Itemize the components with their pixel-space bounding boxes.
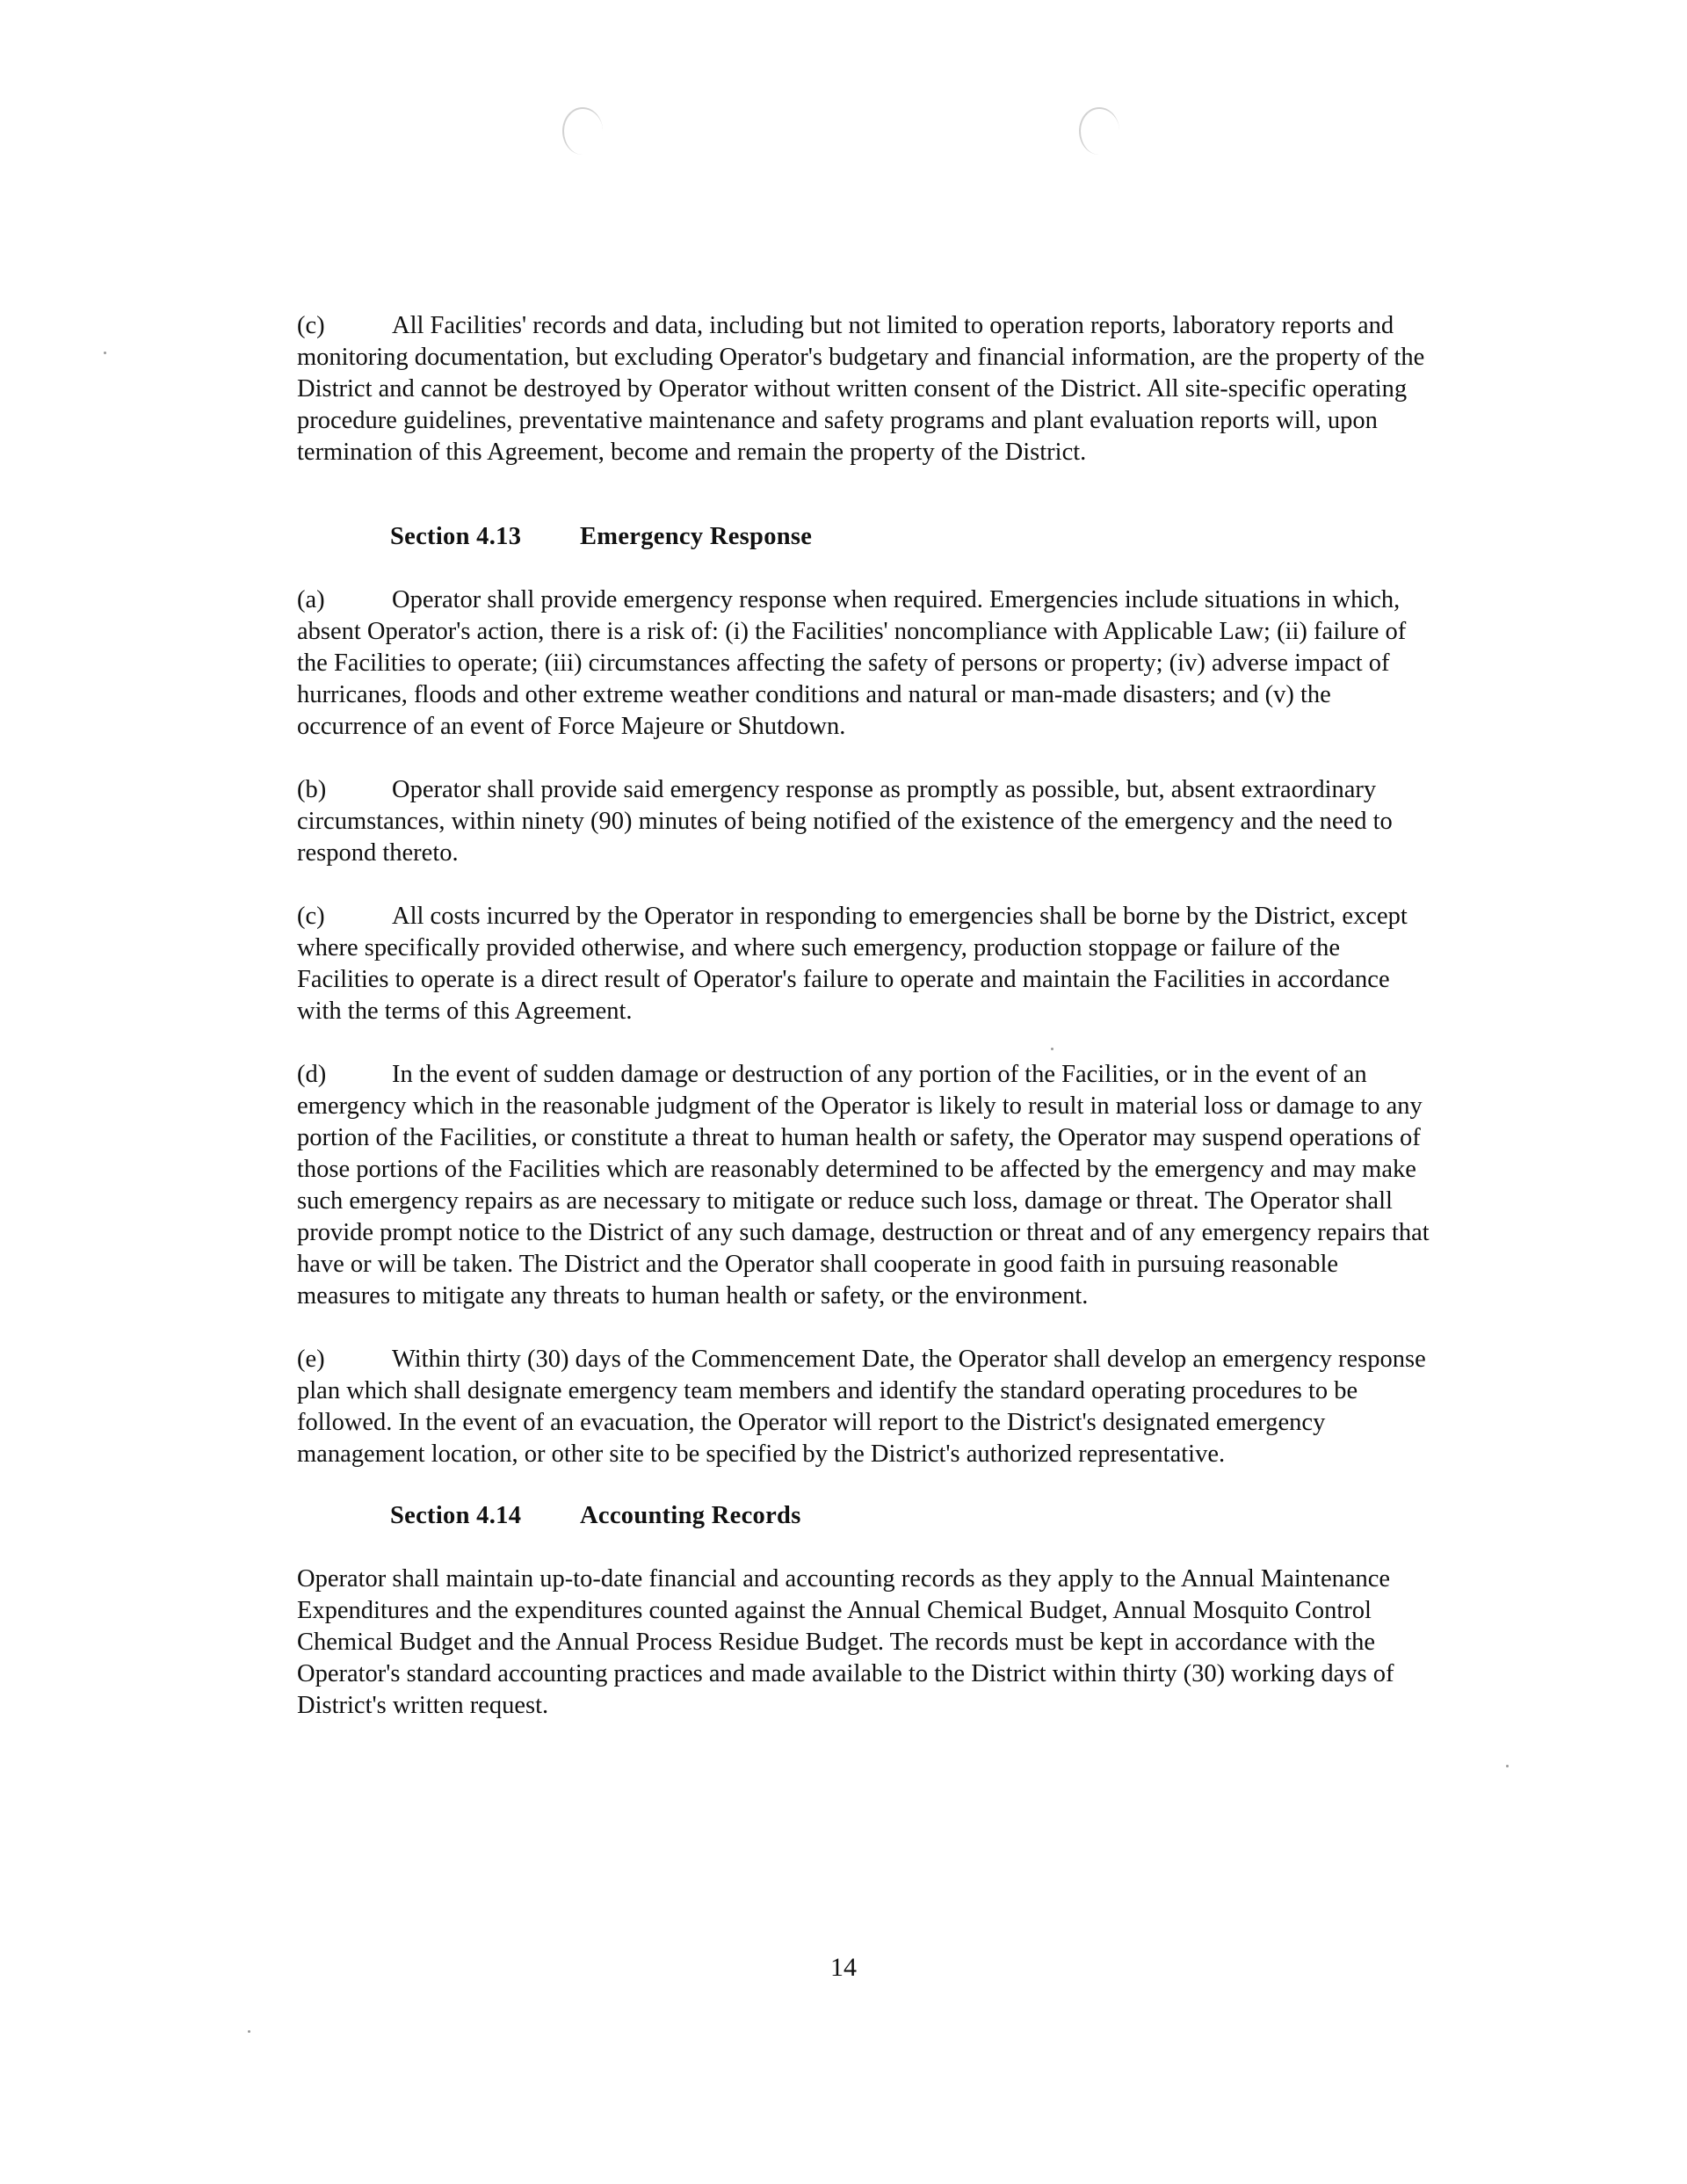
paragraph-label: (c) bbox=[297, 903, 325, 930]
paragraph-label: (e) bbox=[297, 1346, 325, 1373]
paragraph-label: (a) bbox=[297, 586, 325, 613]
section-heading-4-14 bbox=[297, 1500, 1430, 1532]
punch-hole-mark bbox=[1079, 107, 1119, 155]
scan-speck bbox=[1506, 1765, 1509, 1767]
paragraph-c-records bbox=[297, 310, 1430, 468]
section-title: Emergency Response bbox=[580, 523, 813, 550]
paragraph-a-emergency bbox=[297, 584, 1430, 743]
paragraph-text: Operator shall provide emergency response when required. Emergencies include situations in which, absent Operator's action, there is a risk of: (i) the Facilities' noncompliance with Applicable Law; (ii) failure of the Facilities to operate; (iii) circumstances affecting the safety of persons or property; (iv) adverse impact of hurricanes, floods and other extreme weather conditions and natural or man-made disasters; and (v) the occurrence of an event of Force Majeure or Shutdown. bbox=[297, 586, 1407, 740]
paragraph-text: Operator shall maintain up-to-date financial and accounting records as they apply to the Annual Maintenance Expenditures and the expenditures counted against the Annual Chemical Budget, Annual Mosquito Control Chemical Budget and the Annual Process Residue Budget. The records must be kept in accordance with the Operator's standard accounting practices and made available to the District within thirty (30) working days of District's written request. bbox=[297, 1565, 1394, 1719]
paragraph-text: In the event of sudden damage or destruction of any portion of the Facilities, or in the event of an emergency which in the reasonable judgment of the Operator is likely to result in material loss or damage to any portion of the Facilities, or constitute a threat to human health or safety, the Operator may suspend operations of those portions of the Facilities which are reasonably determined to be affected by the emergency and may make such emergency repairs as are necessary to mitigate or reduce such loss, damage or threat. The Operator shall provide prompt notice to the District of any such damage, destruction or threat and of any emergency repairs that have or will be taken. The District and the Operator shall cooperate in good faith in pursuing reasonable measures to mitigate any threats to human health or safety, or the environment. bbox=[297, 1061, 1430, 1310]
document-body bbox=[297, 310, 1430, 1722]
section-number: Section 4.14 bbox=[390, 1502, 522, 1529]
paragraph-text: All costs incurred by the Operator in responding to emergencies shall be borne by the District, except where specifically provided otherwise, and where such emergency, production stoppage or failure of the Facilities to operate is a direct result of Operator's failure to operate and maintain the Facilities in accordance with the terms of this Agreement. bbox=[297, 903, 1408, 1025]
page-number: 14 bbox=[830, 1953, 857, 1982]
scan-speck bbox=[248, 2030, 250, 2033]
paragraph-text: Operator shall provide said emergency response as promptly as possible, but, absent extraordinary circumstances, within ninety (90) minutes of being notified of the existence of the emergency and the need to respond thereto. bbox=[297, 776, 1393, 867]
paragraph-e-response-plan bbox=[297, 1344, 1430, 1470]
paragraph-accounting-records bbox=[297, 1564, 1430, 1722]
paragraph-label: (c) bbox=[297, 312, 325, 339]
paragraph-label: (b) bbox=[297, 776, 327, 803]
paragraph-c-costs bbox=[297, 901, 1430, 1027]
punch-hole-mark bbox=[562, 107, 603, 155]
paragraph-text: All Facilities' records and data, including but not limited to operation reports, laboratory reports and monitoring documentation, but excluding Operator's budgetary and financial information, are the property of the District and cannot be destroyed by Operator without written consent of the District. All site-specific operating procedure guidelines, preventative maintenance and safety programs and plant evaluation reports will, upon termination of this Agreement, become and remain the property of the District. bbox=[297, 312, 1425, 466]
paragraph-b-response-time bbox=[297, 774, 1430, 869]
scan-speck bbox=[104, 352, 106, 354]
section-heading-4-13 bbox=[297, 521, 1430, 553]
paragraph-label: (d) bbox=[297, 1061, 327, 1088]
section-title: Accounting Records bbox=[580, 1502, 801, 1529]
paragraph-d-damage bbox=[297, 1059, 1430, 1312]
paragraph-text: Within thirty (30) days of the Commencement Date, the Operator shall develop an emergency response plan which shall designate emergency team members and identify the standard operating procedures to be followed. In the event of an evacuation, the Operator will report to the District's designated emergency management location, or other site to be specified by the District's authorized representative. bbox=[297, 1346, 1426, 1468]
section-number: Section 4.13 bbox=[390, 523, 522, 550]
